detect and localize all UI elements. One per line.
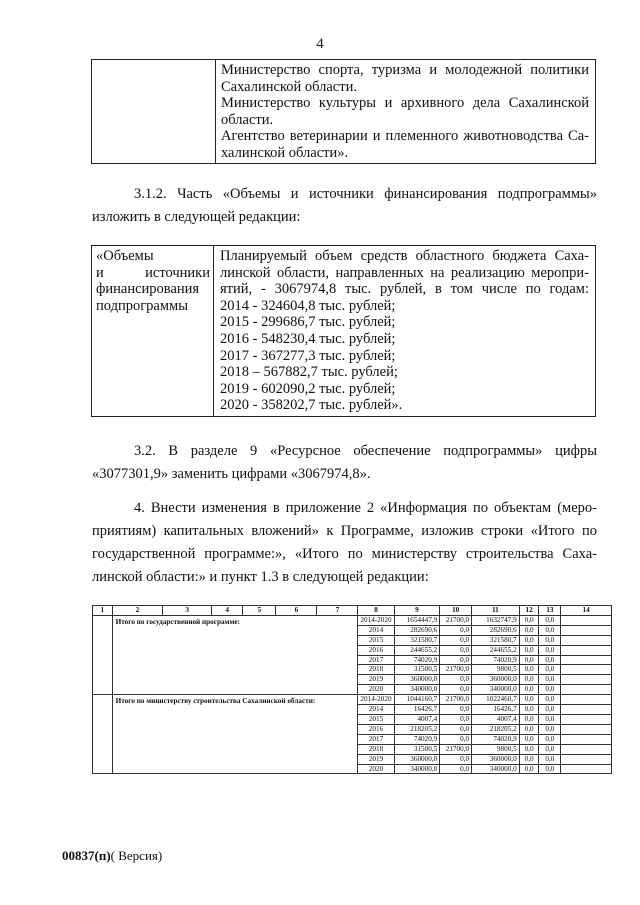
value-cell	[561, 675, 612, 685]
value-cell: 0,0	[519, 714, 539, 724]
value-cell: 0,0	[539, 655, 561, 665]
value-cell	[561, 754, 612, 764]
value-cell: 74020,9	[472, 734, 520, 744]
value-cell: 0,0	[539, 724, 561, 734]
period-cell: 2017	[358, 734, 394, 744]
value-cell: 0,0	[539, 685, 561, 695]
value-cell: 74020,9	[394, 655, 440, 665]
value-cell: 0,0	[539, 695, 561, 705]
value-cell: 282690,6	[394, 625, 440, 635]
value-cell: 4007,4	[394, 714, 440, 724]
column-header: 7	[317, 606, 358, 616]
value-cell	[561, 734, 612, 744]
value-cell: 0,0	[440, 635, 472, 645]
value-cell: 0,0	[440, 724, 472, 734]
text-line: области.	[221, 111, 274, 128]
value-cell: 16426,7	[472, 705, 520, 715]
period-cell: 2020	[358, 685, 394, 695]
block-label: Итого по министерству строительства Сахалинской области:	[112, 695, 358, 774]
column-header: 4	[212, 606, 243, 616]
column-header: 12	[519, 606, 539, 616]
text-line: Планируемый объем средств областного бюджета Саха-	[220, 248, 589, 264]
label-line-split	[96, 265, 210, 282]
value-cell: 9800,5	[472, 665, 520, 675]
label-line: подпрограммы	[96, 297, 188, 314]
period-cell: 2018	[358, 744, 394, 754]
column-header: 14	[561, 606, 612, 616]
value-cell	[561, 635, 612, 645]
text-line: 3.1.2. Часть «Объемы и источники финансирования подпрограммы»	[134, 186, 597, 202]
value-cell: 0,0	[519, 724, 539, 734]
value-cell: 0,0	[539, 675, 561, 685]
value-cell: 0,0	[539, 714, 561, 724]
value-cell: 0,0	[519, 705, 539, 715]
period-cell: 2018	[358, 665, 394, 675]
header-row	[93, 606, 612, 616]
period-cell: 2014-2020	[358, 695, 394, 705]
period-cell: 2016	[358, 645, 394, 655]
value-cell: 244655,2	[394, 645, 440, 655]
value-cell: 0,0	[539, 645, 561, 655]
label-line: финансирования	[96, 281, 200, 298]
value-cell: 9800,5	[472, 744, 520, 754]
paragraph-3-1-2	[92, 183, 597, 229]
page-number: 4	[316, 36, 324, 52]
value-cell	[561, 615, 612, 625]
column-header: 9	[394, 606, 440, 616]
value-cell: 0,0	[519, 685, 539, 695]
value-cell	[561, 685, 612, 695]
text-line: Министерство спорта, туризма и молодежной политики	[221, 62, 589, 78]
value-cell	[561, 625, 612, 635]
paragraph-3-2	[92, 440, 597, 486]
funding-table	[91, 245, 596, 417]
value-cell: 16426,7	[394, 705, 440, 715]
value-cell: 0,0	[440, 764, 472, 774]
value-cell	[561, 764, 612, 774]
period-cell: 2014-2020	[358, 615, 394, 625]
value-cell: 0,0	[440, 685, 472, 695]
value-cell: 360000,0	[472, 675, 520, 685]
text-line: «3077301,9» заменить цифрами «3067974,8».	[92, 466, 371, 482]
value-cell: 0,0	[539, 734, 561, 744]
text-line: Министерство культуры и архивного дела Сахалинской	[221, 95, 589, 112]
value-cell: 0,0	[440, 655, 472, 665]
table-row	[93, 695, 612, 705]
period-cell: 2017	[358, 655, 394, 665]
funding-label-cell	[92, 246, 214, 417]
value-cell: 0,0	[440, 754, 472, 764]
year-amount: 2018 – 567882,7 тыс. рублей;	[220, 364, 398, 381]
value-cell: 4007,4	[472, 714, 520, 724]
value-cell: 0,0	[539, 754, 561, 764]
document-code	[62, 848, 162, 864]
value-cell: 0,0	[539, 635, 561, 645]
value-cell: 0,0	[440, 625, 472, 635]
column-header: 11	[472, 606, 520, 616]
table-row	[92, 60, 596, 164]
row-number-cell	[93, 615, 113, 694]
paragraph-4	[92, 497, 597, 589]
value-cell	[561, 645, 612, 655]
column-header: 13	[539, 606, 561, 616]
value-cell: 0,0	[519, 675, 539, 685]
value-cell	[561, 724, 612, 734]
text-line: Агентство ветеринарии и племенного животноводства Са-	[221, 128, 589, 145]
value-cell: 74020,9	[394, 734, 440, 744]
column-header: 6	[276, 606, 317, 616]
text-line: линской области:» и пункт 1.3 в следующей редакции:	[92, 569, 429, 585]
text-line: линской области, направленных на реализацию меропри-	[220, 264, 589, 281]
value-cell: 340000,0	[472, 764, 520, 774]
column-header: 8	[358, 606, 394, 616]
value-cell: 74020,9	[472, 655, 520, 665]
value-cell: 340000,0	[394, 764, 440, 774]
value-cell: 21700,0	[440, 665, 472, 675]
text-line: 4. Внести изменения в приложение 2 «Информация по объектам (меро-	[134, 500, 597, 516]
value-cell: 0,0	[519, 655, 539, 665]
period-cell: 2014	[358, 705, 394, 715]
value-cell: 0,0	[519, 635, 539, 645]
year-amount: 2019 - 602090,2 тыс. рублей;	[220, 380, 396, 397]
period-cell: 2019	[358, 754, 394, 764]
period-cell: 2015	[358, 635, 394, 645]
value-cell: 360000,0	[394, 754, 440, 764]
value-cell: 0,0	[440, 714, 472, 724]
value-cell: 0,0	[539, 744, 561, 754]
year-amount: 2016 - 548230,4 тыс. рублей;	[220, 330, 396, 347]
label-line: «Объемы	[96, 248, 154, 264]
block-label: Итого по государственной программе:	[112, 615, 358, 694]
value-cell: 0,0	[519, 665, 539, 675]
code-number: 00837(п)	[62, 848, 111, 863]
column-header: 5	[243, 606, 276, 616]
value-cell: 0,0	[539, 615, 561, 625]
value-cell: 0,0	[519, 695, 539, 705]
value-cell: 1654447,9	[394, 615, 440, 625]
value-cell: 218205,2	[472, 724, 520, 734]
period-cell: 2016	[358, 724, 394, 734]
value-cell: 0,0	[519, 754, 539, 764]
value-cell: 340000,0	[472, 685, 520, 695]
period-cell: 2019	[358, 675, 394, 685]
value-cell: 21700,0	[440, 695, 472, 705]
value-cell	[561, 714, 612, 724]
text-line: халинской области».	[221, 144, 349, 161]
text-line: ятий, - 3067974,8 тыс. рублей, в том числе по годам:	[220, 281, 589, 298]
value-cell: 340000,0	[394, 685, 440, 695]
value-cell: 0,0	[539, 625, 561, 635]
value-cell: 0,0	[519, 625, 539, 635]
value-cell: 218205,2	[394, 724, 440, 734]
table-row	[92, 246, 596, 417]
value-cell: 1022460,7	[472, 695, 520, 705]
column-header: 10	[440, 606, 472, 616]
year-amount: 2014 - 324604,8 тыс. рублей;	[220, 297, 396, 314]
value-cell: 0,0	[539, 665, 561, 675]
value-cell: 0,0	[440, 645, 472, 655]
value-cell: 0,0	[440, 705, 472, 715]
period-cell: 2015	[358, 714, 394, 724]
value-cell: 360000,0	[472, 754, 520, 764]
text-line: изложить в следующей редакции:	[92, 209, 301, 225]
value-cell: 0,0	[519, 764, 539, 774]
text-line: приятиям) капитальных вложений» к Программе, изложив строки «Итого по	[92, 523, 597, 539]
version-label: ( Версия)	[110, 848, 163, 863]
capital-investments-table	[92, 605, 612, 774]
value-cell: 31500,5	[394, 665, 440, 675]
value-cell: 0,0	[440, 675, 472, 685]
value-cell: 321580,7	[394, 635, 440, 645]
funding-details-cell	[214, 246, 596, 417]
table-row	[93, 615, 612, 625]
year-amount: 2015 - 299686,7 тыс. рублей;	[220, 314, 396, 331]
year-amount: 2017 - 367277,3 тыс. рублей;	[220, 347, 396, 364]
value-cell: 21700,0	[440, 744, 472, 754]
continuation-table	[91, 59, 596, 164]
period-cell: 2014	[358, 625, 394, 635]
value-cell: 0,0	[440, 734, 472, 744]
value-cell: 1044160,7	[394, 695, 440, 705]
column-header: 2	[112, 606, 163, 616]
value-cell: 244655,2	[472, 645, 520, 655]
agencies-cell	[216, 60, 596, 164]
text-line: государственной программе:», «Итого по министерству строительства Саха-	[92, 546, 597, 562]
column-header: 3	[163, 606, 212, 616]
text-line: 3.2. В разделе 9 «Ресурсное обеспечение подпрограммы» цифры	[134, 443, 597, 459]
label-word: и	[96, 264, 104, 281]
row-number-cell	[93, 695, 113, 774]
value-cell: 31500,5	[394, 744, 440, 754]
value-cell: 0,0	[519, 734, 539, 744]
value-cell	[561, 655, 612, 665]
empty-cell	[92, 60, 216, 164]
text-line: Сахалинской области.	[221, 78, 357, 95]
value-cell	[561, 705, 612, 715]
value-cell: 321580,7	[472, 635, 520, 645]
value-cell: 282690,6	[472, 625, 520, 635]
value-cell: 360000,0	[394, 675, 440, 685]
value-cell	[561, 744, 612, 754]
value-cell: 0,0	[519, 615, 539, 625]
value-cell	[561, 695, 612, 705]
label-word: источники	[145, 264, 210, 281]
column-header: 1	[93, 606, 113, 616]
period-cell: 2020	[358, 764, 394, 774]
value-cell: 0,0	[539, 764, 561, 774]
value-cell: 21700,0	[440, 615, 472, 625]
value-cell: 1632747,9	[472, 615, 520, 625]
value-cell: 0,0	[539, 705, 561, 715]
value-cell: 0,0	[519, 744, 539, 754]
year-amount: 2020 - 358202,7 тыс. рублей».	[220, 397, 403, 414]
value-cell	[561, 665, 612, 675]
value-cell: 0,0	[519, 645, 539, 655]
